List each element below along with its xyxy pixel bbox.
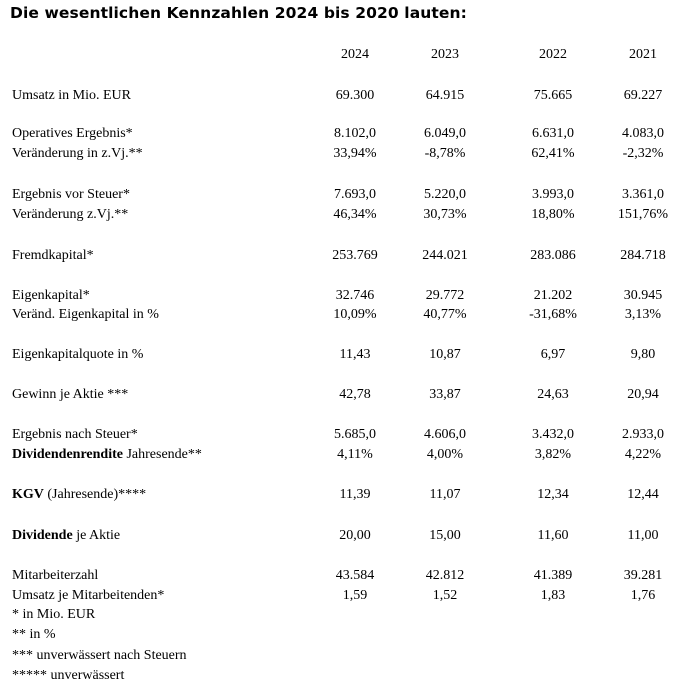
table-cell: 10,09% [333,307,377,322]
table-cell: 30,73% [423,207,467,222]
table-cell: 10,87 [429,347,461,362]
table-cell: 42.812 [425,568,465,583]
table-cell: 41.389 [533,568,573,583]
table-cell: 6,97 [540,347,566,362]
row-label-umsatz-je-mitarbeitenden: Umsatz je Mitarbeitenden* [12,588,165,603]
row-label-gewinn-je-aktie: Gewinn je Aktie *** [12,387,129,402]
table-cell: 4,11% [337,447,373,462]
row-label-umsatz: Umsatz in Mio. EUR [12,88,131,103]
table-cell: 69.300 [335,88,375,103]
table-cell: 21.202 [533,288,573,303]
table-cell: 3,13% [624,307,662,322]
table-cell: 1,52 [432,588,458,603]
table-cell: 20,94 [627,387,659,402]
table-cell: 11,39 [339,487,371,502]
row-label-dividendenrendite [12,447,202,463]
table-cell: 9,80 [630,347,656,362]
table-cell: 5.220,0 [424,187,466,202]
table-cell: 20,00 [339,528,371,543]
table-cell: 11,43 [339,347,371,362]
table-cell: 4.606,0 [424,427,466,442]
row-label-eigenkapital: Eigenkapital* [12,288,90,303]
table-cell: -2,32% [622,146,664,161]
row-label-bold: Dividende [12,528,73,543]
table-cell: 3,82% [534,447,572,462]
row-label-dividende [12,528,120,544]
table-cell: 1,76 [630,588,656,603]
row-label-rest: je Aktie [72,528,121,543]
row-label-ergebnis-vor-steuer: Ergebnis vor Steuer* [12,187,130,202]
footnote: ***** unverwässert [12,668,125,683]
row-label-rest: (Jahresende)**** [43,487,147,502]
row-label-veraend-eigenkapital: Veränd. Eigenkapital in % [12,307,159,322]
row-label-fremdkapital: Fremdkapital* [12,248,94,263]
row-label-rest: Jahresende** [122,447,202,462]
table-cell: 3.993,0 [532,187,574,202]
year-header-2022: 2022 [539,47,567,62]
table-cell: 244.021 [422,248,468,263]
row-label-ergebnis-nach-steuer: Ergebnis nach Steuer* [12,427,138,442]
table-cell: 32.746 [335,288,375,303]
row-label-bold: KGV [12,487,44,502]
table-cell: 62,41% [531,146,575,161]
table-cell: 11,00 [627,528,659,543]
row-label-kgv [12,487,146,503]
table-cell: 151,76% [617,207,669,222]
table-cell: 24,63 [537,387,569,402]
table-cell: 11,07 [429,487,461,502]
table-cell: 64.915 [425,88,465,103]
table-cell: 7.693,0 [334,187,376,202]
table-cell: 4,22% [624,447,662,462]
footnote: ** in % [12,627,56,642]
table-cell: 29.772 [425,288,465,303]
table-cell: 12,44 [627,487,659,502]
table-cell: 8.102,0 [334,126,376,141]
table-cell: 12,34 [537,487,569,502]
table-cell: 33,87 [429,387,461,402]
row-label-operatives-ergebnis: Operatives Ergebnis* [12,126,133,141]
year-header-2024: 2024 [341,47,369,62]
row-label-mitarbeiterzahl: Mitarbeiterzahl [12,568,99,583]
row-label-bold: Dividendenrendite [12,447,123,462]
table-cell: 4,00% [426,447,464,462]
table-cell: 75.665 [533,88,573,103]
table-cell: 30.945 [623,288,663,303]
table-cell: 42,78 [339,387,371,402]
page-title: Die wesentlichen Kennzahlen 2024 bis 2020 lauten: [10,4,467,22]
table-cell: 18,80% [531,207,575,222]
table-cell: 6.631,0 [532,126,574,141]
table-cell: -8,78% [424,146,466,161]
table-cell: 283.086 [530,248,576,263]
table-cell: 1,83 [540,588,566,603]
table-cell: 253.769 [332,248,378,263]
table-cell: 33,94% [333,146,377,161]
table-cell: -31,68% [529,307,577,322]
year-header-2021: 2021 [629,47,657,62]
table-cell: 2.933,0 [622,427,664,442]
table-cell: 6.049,0 [424,126,466,141]
table-cell: 15,00 [429,528,461,543]
table-cell: 4.083,0 [622,126,664,141]
table-cell: 39.281 [623,568,663,583]
table-cell: 3.361,0 [622,187,664,202]
table-cell: 43.584 [335,568,375,583]
table-cell: 11,60 [537,528,569,543]
table-cell: 40,77% [423,307,467,322]
row-label-eigenkapitalquote: Eigenkapitalquote in % [12,347,144,362]
row-label-veraenderung-op: Veränderung in z.Vj.** [12,146,143,161]
table-cell: 69.227 [623,88,663,103]
table-cell: 3.432,0 [532,427,574,442]
row-label-veraenderung-evs: Veränderung z.Vj.** [12,207,129,222]
table-cell: 1,59 [342,588,368,603]
table-cell: 284.718 [620,248,666,263]
footnote: *** unverwässert nach Steuern [12,648,187,663]
year-header-2023: 2023 [431,47,459,62]
table-cell: 5.685,0 [334,427,376,442]
footnote: * in Mio. EUR [12,607,96,622]
table-cell: 46,34% [333,207,377,222]
